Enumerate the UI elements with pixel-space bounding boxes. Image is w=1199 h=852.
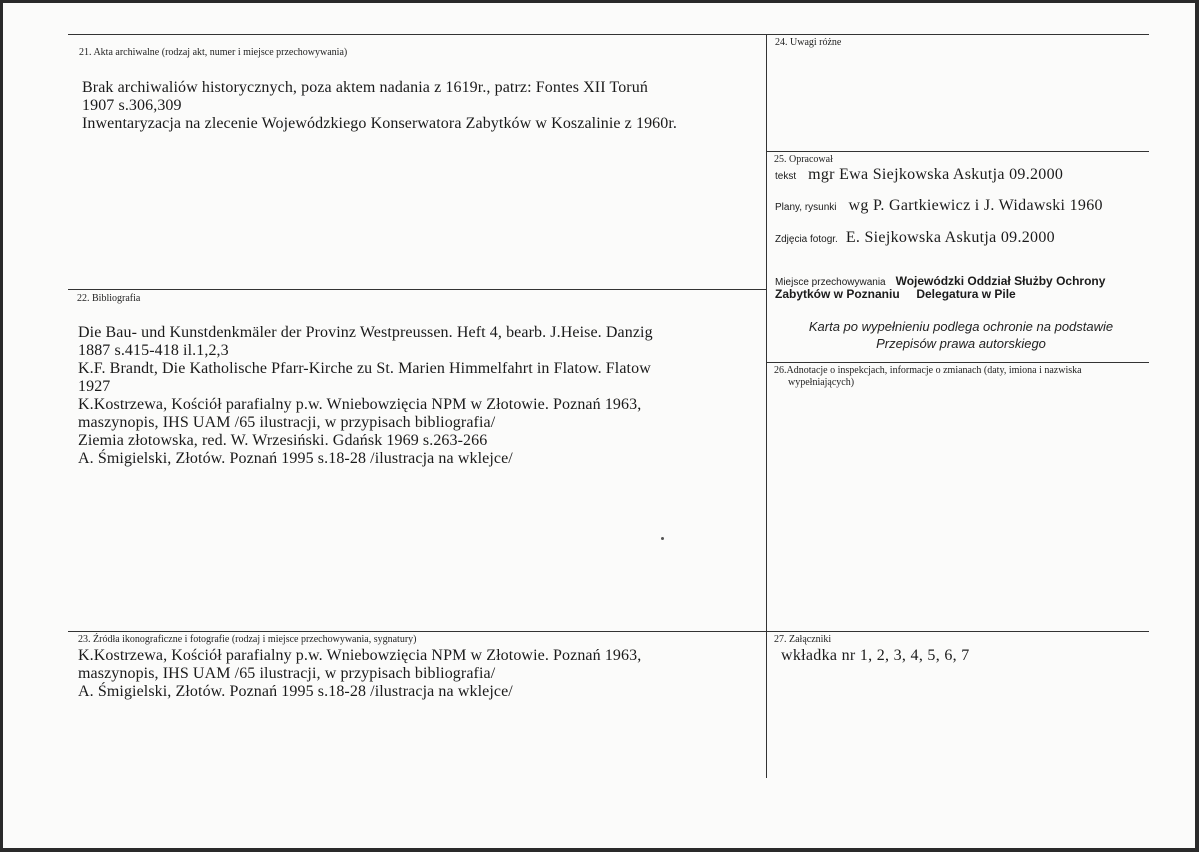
bibliography-line: maszynopis, IHS UAM /65 ilustracji, w przypisach bibliografia/ — [78, 414, 496, 431]
section-21-line: Inwentaryzacja na zlecenie Wojewódzkiego Konserwatora Zabytków w Koszalinie z 1960r. — [82, 115, 678, 132]
column-divider — [766, 34, 767, 778]
section-26-top-rule — [766, 362, 1149, 363]
section-24-top-rule — [766, 34, 1149, 35]
storage-value-2: Zabytków w Poznaniu Delegatura w Pile — [775, 287, 1016, 301]
author-text-row — [775, 166, 1063, 184]
source-line: A. Śmigielski, Złotów. Poznań 1995 s.18-28 /ilustracja na wklejce/ — [78, 683, 513, 700]
bibliography-line: Ziemia złotowska, red. W. Wrzesiński. Gdańsk 1969 s.263-266 — [78, 432, 488, 449]
photos-value: E. Siejkowska Askutja 09.2000 — [845, 229, 1055, 246]
text-value: mgr Ewa Siejkowska Askutja 09.2000 — [808, 166, 1064, 183]
section-21-line: Brak archiwaliów historycznych, poza aktem nadania z 1619r., patrz: Fontes XII Toruń — [82, 79, 648, 96]
section-27-top-rule — [766, 631, 1149, 632]
section-27-label: 27. Załączniki — [774, 634, 832, 645]
section-22-top-rule — [68, 289, 766, 290]
scan-speck — [661, 537, 664, 540]
plans-key: Plany, rysunki — [775, 202, 837, 213]
copyright-note-line-2: Przepisów prawa autorskiego — [876, 336, 1046, 351]
section-26-label — [774, 365, 1082, 389]
section-22-content — [78, 324, 653, 468]
section-23-content — [78, 647, 641, 701]
section-25-label: 25. Opracował — [774, 154, 833, 165]
copyright-note — [775, 318, 1147, 352]
section-23-label: 23. Źródła ikonograficzne i fotografie (rodzaj i miejsce przechowywania, sygnatury) — [78, 634, 417, 645]
section-26-label-line-2: wypełniających) — [788, 377, 855, 388]
section-21-label: 21. Akta archiwalne (rodzaj akt, numer i miejsce przechowywania) — [79, 47, 348, 58]
attachments-row — [781, 647, 970, 665]
source-line: maszynopis, IHS UAM /65 ilustracji, w przypisach bibliografia/ — [78, 665, 496, 682]
photos-key: Zdjęcia fotogr. — [775, 234, 838, 245]
storage-key: Miejsce przechowywania — [775, 277, 886, 288]
section-25-top-rule — [766, 151, 1149, 152]
section-22-label: 22. Bibliografia — [77, 293, 141, 304]
section-26-label-line-1: 26.Adnotacje o inspekcjach, informacje o zmianach (daty, imiona i nazwiska — [774, 365, 1082, 376]
source-line: K.Kostrzewa, Kościół parafialny p.w. Wniebowzięcia NPM w Złotowie. Poznań 1963, — [78, 647, 642, 664]
section-23-top-rule — [68, 631, 766, 632]
bibliography-line: 1927 — [78, 378, 111, 395]
plans-value: wg P. Gartkiewicz i J. Widawski 1960 — [848, 197, 1103, 214]
plans-row — [775, 197, 1103, 215]
bibliography-line: K.F. Brandt, Die Katholische Pfarr-Kirche zu St. Marien Himmelfahrt in Flatow. Flatow — [78, 360, 651, 377]
photos-row — [775, 229, 1055, 247]
section-21-line: 1907 s.306,309 — [82, 97, 182, 114]
bibliography-line: Die Bau- und Kunstdenkmäler der Provinz Westpreussen. Heft 4, bearb. J.Heise. Danzig — [78, 324, 653, 341]
bibliography-line: K.Kostrzewa, Kościół parafialny p.w. Wniebowzięcia NPM w Złotowie. Poznań 1963, — [78, 396, 642, 413]
text-key: tekst — [775, 171, 797, 182]
section-21-content — [82, 79, 677, 133]
bibliography-line: A. Śmigielski, Złotów. Poznań 1995 s.18-28 /ilustracja na wklejce/ — [78, 450, 513, 467]
section-21-top-rule — [68, 34, 766, 35]
bibliography-line: 1887 s.415-418 il.1,2,3 — [78, 342, 229, 359]
copyright-note-line-1: Karta po wypełnieniu podlega ochronie na podstawie — [808, 319, 1114, 334]
section-24-label: 24. Uwagi różne — [775, 37, 842, 48]
storage-value-1: Wojewódzki Oddział Służby Ochrony — [895, 274, 1106, 288]
attachments-value: wkładka nr 1, 2, 3, 4, 5, 6, 7 — [781, 647, 970, 664]
